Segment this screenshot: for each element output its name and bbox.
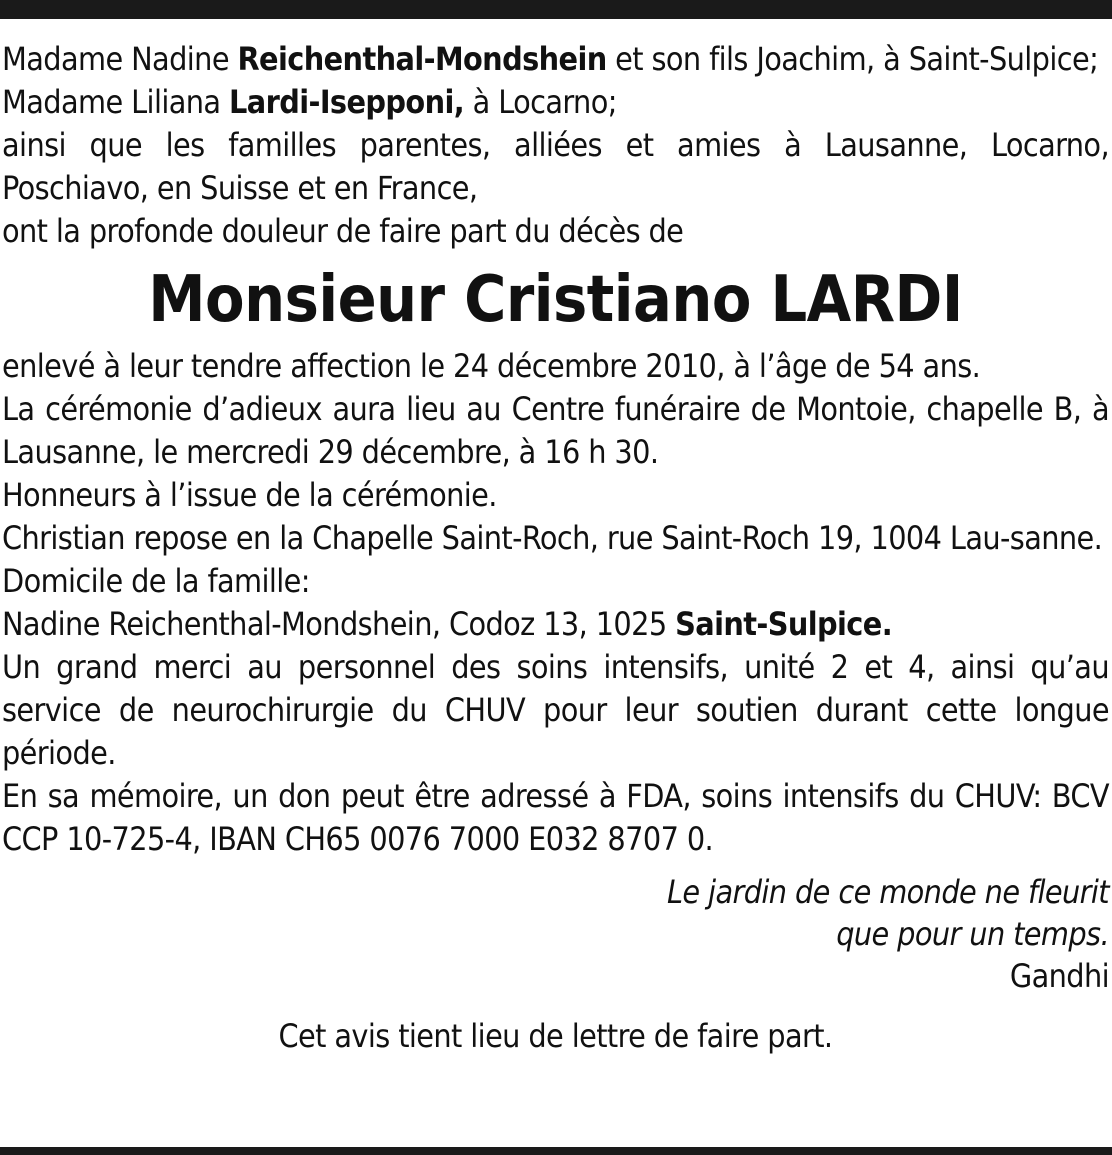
- announcer-line-4: ont la profonde douleur de faire part du décès de: [2, 212, 684, 250]
- notice-body: [2, 38, 1109, 1058]
- thanks-note: Un grand merci au personnel des soins intensifs, unité 2 et 4, ainsi qu’au service de neurochirurgie du CHUV pour leur soutien durant cette longue période.: [2, 648, 1109, 772]
- bottom-rule: [0, 1147, 1112, 1155]
- deceased-name: Monsieur Cristiano LARDI: [148, 263, 963, 337]
- footer-note: Cet avis tient lieu de lettre de faire part.: [278, 1017, 833, 1055]
- announcer-1-suffix: et son fils Joachim, à Saint-Sulpice;: [606, 40, 1099, 78]
- top-rule: [0, 0, 1112, 19]
- announcer-2-prefix: Madame Liliana: [2, 83, 230, 121]
- donation-note: En sa mémoire, un don peut être adressé à FDA, soins intensifs du CHUV: BCV CCP 10-725-4, IBAN CH65 0076 7000 E032 8707 0.: [2, 777, 1109, 858]
- announcer-1-prefix: Madame Nadine: [2, 40, 238, 78]
- announcer-1-name: Reichenthal-Mondshein: [237, 40, 607, 78]
- quote-line-2: que pour un temps.: [836, 915, 1109, 953]
- announcer-line-1: [2, 38, 1109, 81]
- announcer-line-2: [2, 81, 1109, 124]
- domicile-city: Saint-Sulpice.: [675, 605, 893, 643]
- ceremony-details: La cérémonie d’adieux aura lieu au Centre funéraire de Montoie, chapelle B, à Lausanne, le mercredi 29 décembre, à 16 h 30.: [2, 390, 1109, 471]
- domicile-label: Domicile de la famille:: [2, 562, 310, 600]
- domicile-street: Nadine Reichenthal-Mondshein, Codoz 13, 1025: [2, 605, 676, 643]
- gandhi-quote: [2, 871, 1109, 997]
- honours-note: Honneurs à l’issue de la cérémonie.: [2, 476, 497, 514]
- death-details: enlevé à leur tendre affection le 24 décembre 2010, à l’âge de 54 ans.: [2, 347, 981, 385]
- announcer-2-suffix: à Locarno;: [464, 83, 617, 121]
- quote-author: Gandhi: [1009, 957, 1109, 995]
- domicile-address: [2, 603, 1109, 646]
- quote-line-1: Le jardin de ce monde ne fleurit: [666, 873, 1109, 911]
- announcer-line-3: ainsi que les familles parentes, alliées et amies à Lausanne, Locarno, Poschiavo, en Suisse et en France,: [2, 126, 1109, 207]
- resting-place: Christian repose en la Chapelle Saint-Roch, rue Saint-Roch 19, 1004 Lau-sanne.: [2, 519, 1103, 557]
- announcer-2-name: Lardi-Isepponi,: [229, 83, 465, 121]
